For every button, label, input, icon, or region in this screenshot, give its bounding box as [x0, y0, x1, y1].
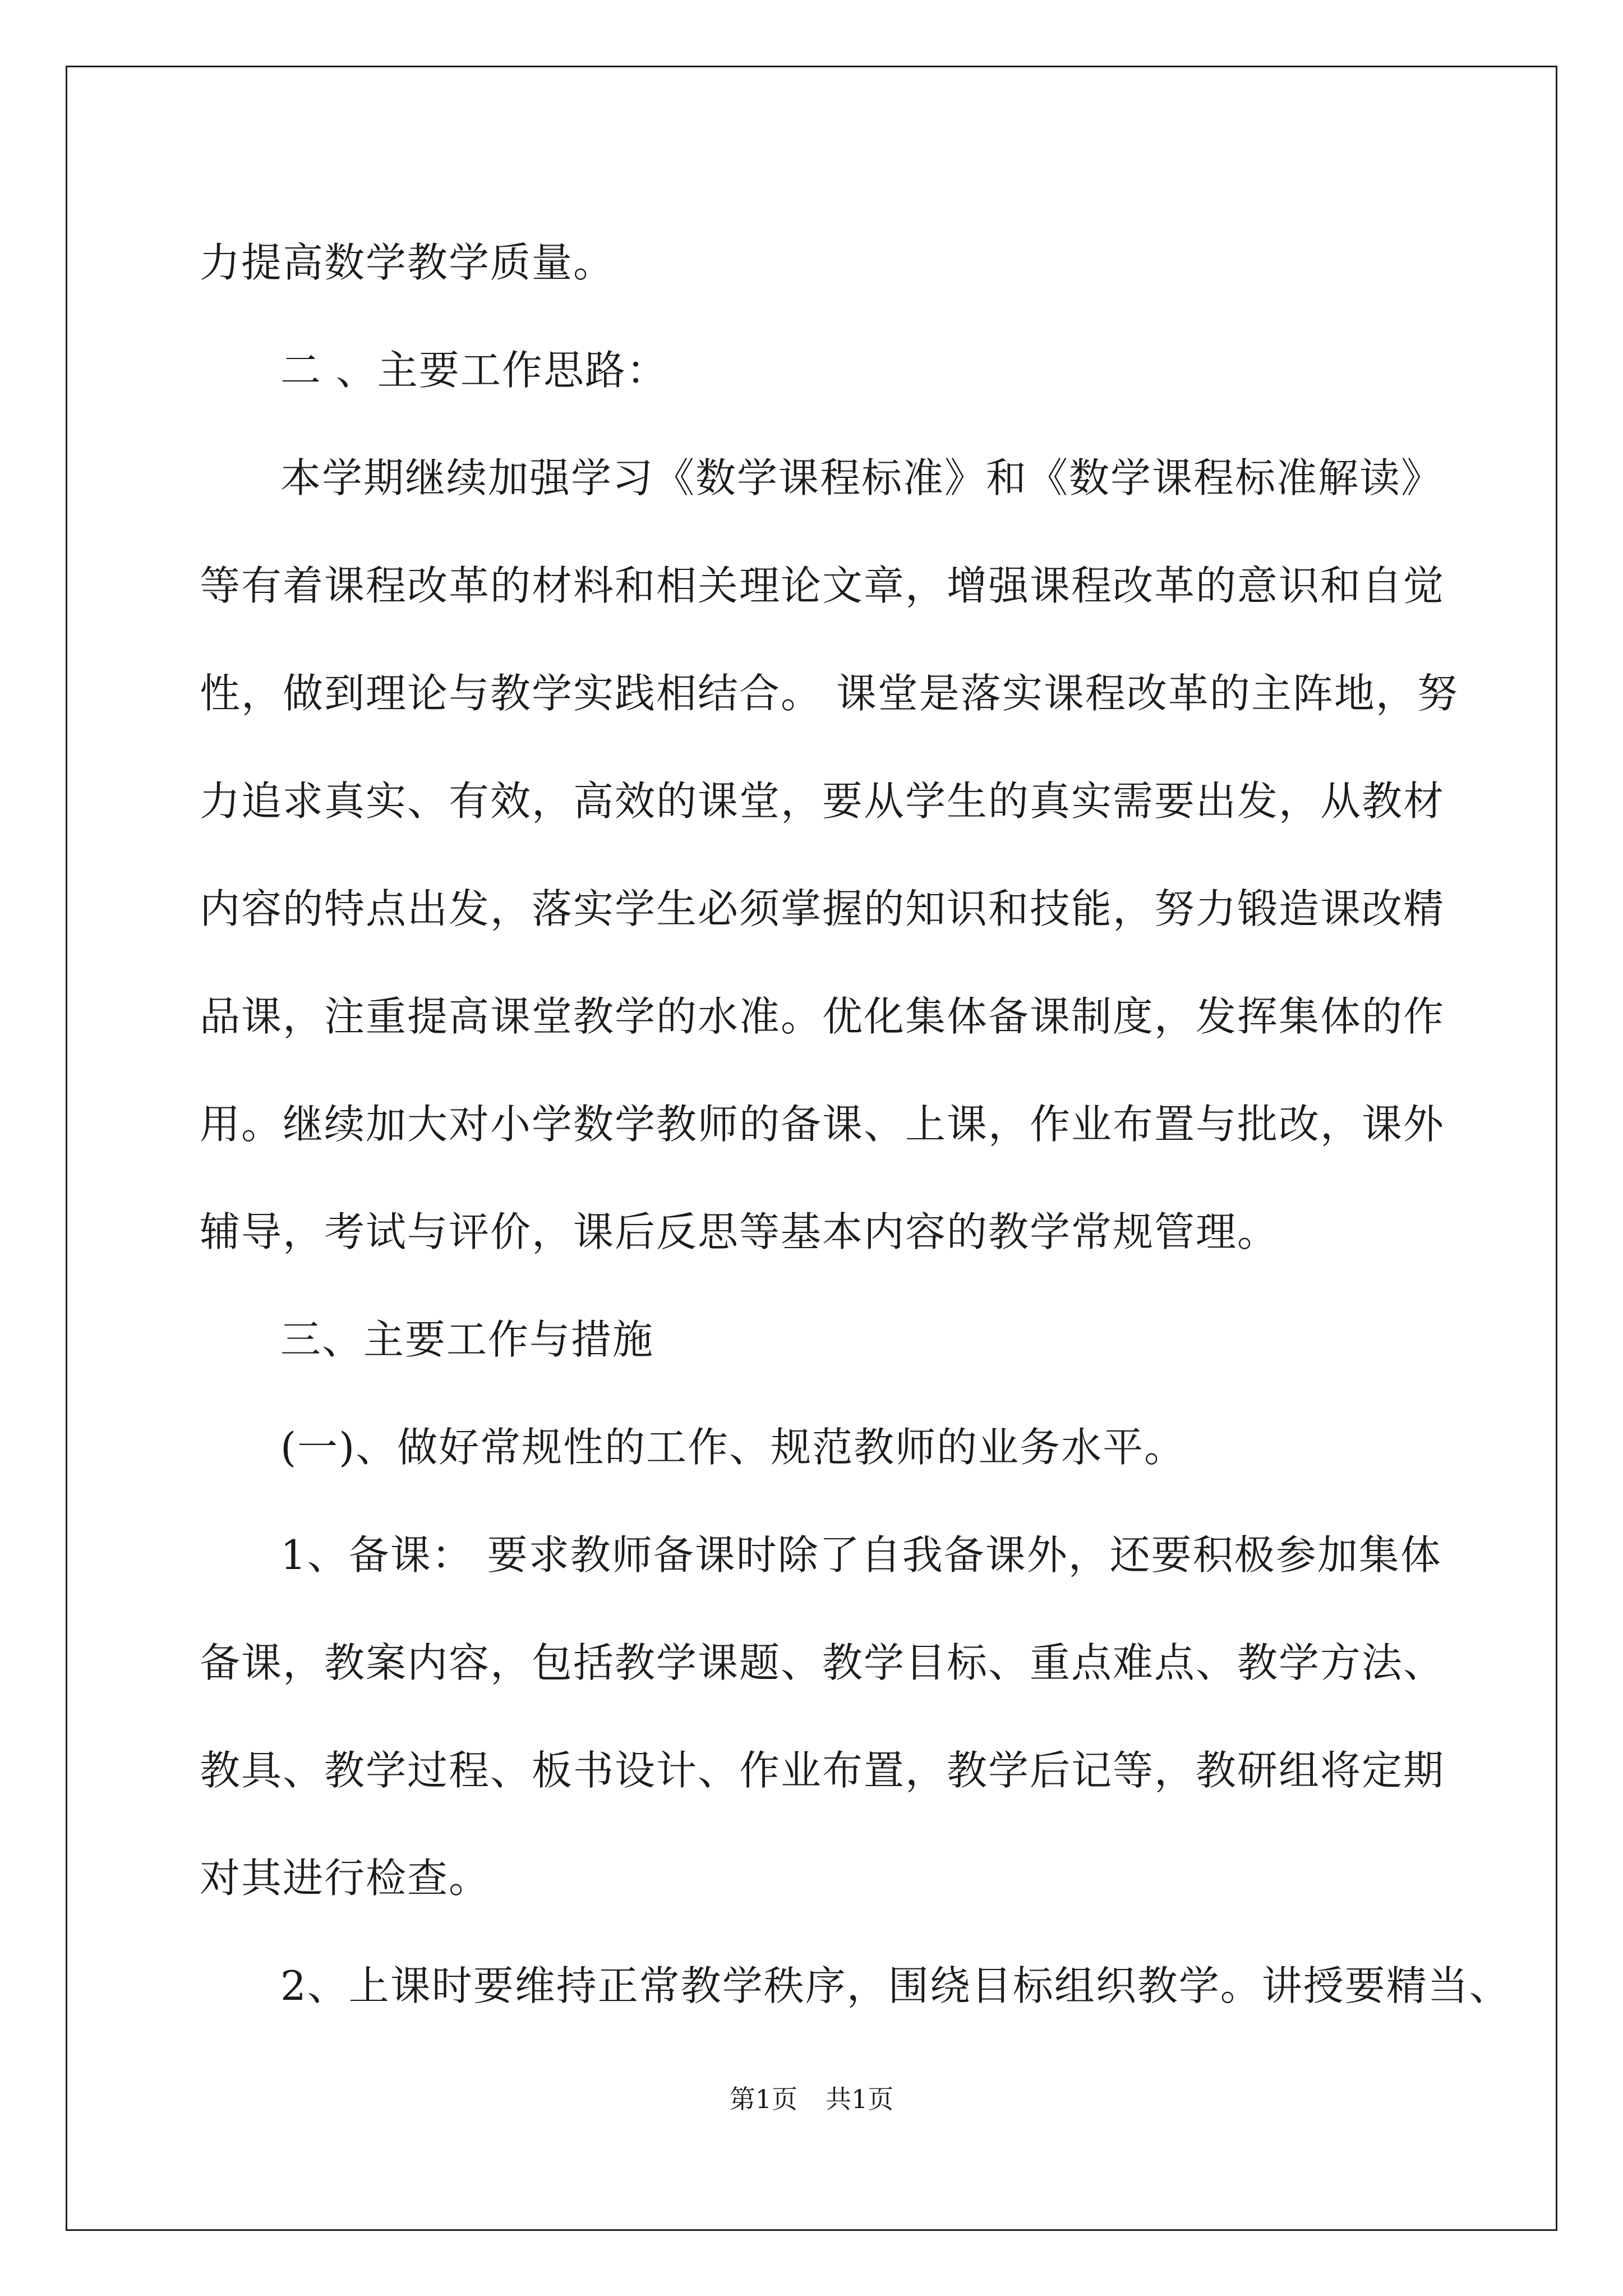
- page-count: 共1页: [826, 2084, 894, 2114]
- text-line: 教具、教学过程、板书设计、作业布置，教学后记等，教研组将定期: [200, 1747, 1445, 1794]
- text-line: 品课，注重提高课堂教学的水准。优化集体备课制度，发挥集体的作: [200, 993, 1445, 1040]
- text-line: 二 、主要工作思路：: [280, 347, 668, 394]
- text-line: 辅导，考试与评价，课后反思等基本内容的教学常规管理。: [200, 1208, 1279, 1255]
- text-line: 2、上课时要维持正常教学秩序，围绕目标组织教学。讲授要精当、: [280, 1962, 1511, 2009]
- text-line: 三、主要工作与措施: [280, 1316, 654, 1363]
- page-number: 第1页: [729, 2084, 797, 2114]
- text-line: 备课，教案内容，包括教学课题、教学目标、重点难点、教学方法、: [200, 1639, 1445, 1686]
- text-line: (一)、做好常规性的工作、规范教师的业务水平。: [280, 1424, 1186, 1471]
- text-line: 力追求真实、有效，高效的课堂，要从学生的真实需要出发，从教材: [200, 777, 1445, 825]
- text-line: 内容的特点出发，落实学生必须掌握的知识和技能，努力锻造课改精: [200, 885, 1445, 932]
- text-line: 用。继续加大对小学数学教师的备课、上课，作业布置与批改，课外: [200, 1101, 1445, 1148]
- text-line: 1、备课： 要求教师备课时除了自我备课外，还要积极参加集体: [280, 1531, 1442, 1579]
- text-line: 力提高数学教学质量。: [200, 239, 615, 286]
- document-body: [200, 209, 1511, 2040]
- text-line: 本学期继续加强学习《数学课程标准》和《数学课程标准解读》: [280, 454, 1443, 501]
- text-line: 等有着课程改革的材料和相关理论文章，增强课程改革的意识和自觉: [200, 562, 1445, 609]
- text-line: 对其进行检查。: [200, 1855, 491, 1902]
- text-line: 性，做到理论与教学实践相结合。 课堂是落实课程改革的主阵地，努: [200, 670, 1459, 717]
- page-footer: [0, 2082, 1623, 2116]
